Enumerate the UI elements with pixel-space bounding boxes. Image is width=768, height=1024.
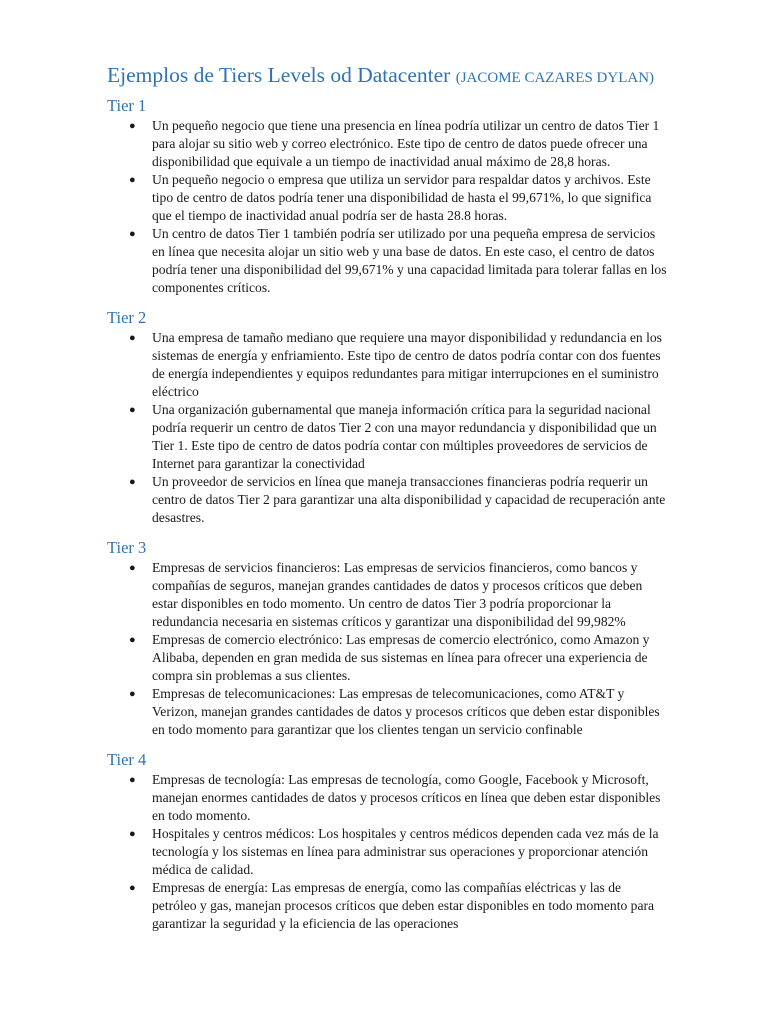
- list-item-text: Un pequeño negocio que tiene una presencia en línea podría utilizar un centro de datos Tier 1 para alojar su sitio web y correo electrónico. Este tipo de centro de datos puede ofrecer una disponibilidad que equivale a un tiempo de inactividad anual máximo de 28,8 horas.: [152, 118, 660, 169]
- bullet-icon: ●: [129, 828, 136, 840]
- bullet-icon: ●: [129, 332, 136, 344]
- list-item-text: Empresas de comercio electrónico: Las empresas de comercio electrónico, como Amazon y Alibaba, dependen en gran medida de sus sistemas en línea para ofrecer una experiencia de compra sin problemas a sus clientes.: [152, 632, 650, 683]
- section-tier-3: [107, 538, 667, 739]
- list-item: [107, 825, 667, 879]
- document-page: [107, 62, 667, 933]
- bullet-list: [107, 771, 667, 933]
- list-item: [107, 329, 667, 401]
- list-item: [107, 879, 667, 933]
- list-item-text: Un pequeño negocio o empresa que utiliza un servidor para respaldar datos y archivos. Este tipo de centro de datos podría tener una disponibilidad de hasta el 99,671%, lo que significa que el tiempo de inactividad anual podría ser de hasta 28.8 horas.: [152, 172, 652, 223]
- bullet-icon: ●: [129, 228, 136, 240]
- list-item: [107, 559, 667, 631]
- list-item: [107, 401, 667, 473]
- list-item: [107, 473, 667, 527]
- section-tier-2: [107, 308, 667, 527]
- bullet-icon: ●: [129, 688, 136, 700]
- document-title: [107, 62, 667, 91]
- bullet-list: [107, 559, 667, 739]
- bullet-icon: ●: [129, 476, 136, 488]
- list-item: [107, 225, 667, 297]
- list-item: [107, 631, 667, 685]
- title-text: Ejemplos de Tiers Levels od Datacenter: [107, 63, 451, 87]
- bullet-icon: ●: [129, 174, 136, 186]
- section-heading: Tier 4: [107, 750, 147, 769]
- list-item: [107, 171, 667, 225]
- author-name: (JACOME CAZARES DYLAN): [455, 70, 655, 86]
- bullet-icon: ●: [129, 882, 136, 894]
- bullet-icon: ●: [129, 634, 136, 646]
- list-item-text: Hospitales y centros médicos: Los hospitales y centros médicos dependen cada vez más de la tecnología y los sistemas en línea para administrar sus operaciones y proporcionar atención médica de calidad.: [152, 826, 659, 877]
- list-item: [107, 771, 667, 825]
- list-item: [107, 117, 667, 171]
- list-item-text: Empresas de tecnología: Las empresas de tecnología, como Google, Facebook y Microsoft, manejan enormes cantidades de datos y procesos críticos en línea que deben estar disponibles en todo momento.: [152, 772, 661, 823]
- bullet-icon: ●: [129, 404, 136, 416]
- list-item-text: Un centro de datos Tier 1 también podría ser utilizado por una pequeña empresa de servicios en línea que necesita alojar un sitio web y una base de datos. En este caso, el centro de datos podría tener una disponibilidad del 99,671% y una capacidad limitada para tolerar fallas en los componentes críticos.: [152, 226, 667, 295]
- list-item-text: Empresas de servicios financieros: Las empresas de servicios financieros, como bancos y compañías de seguros, manejan grandes cantidades de datos y procesos críticos que deben estar disponibles en todo momento. Un centro de datos Tier 3 podría proporcionar la redundancia necesaria en sistemas críticos y garantizar una disponibilidad del 99,982%: [152, 560, 643, 629]
- section-tier-1: [107, 96, 667, 297]
- list-item-text: Un proveedor de servicios en línea que maneja transacciones financieras podría requerir un centro de datos Tier 2 para garantizar una alta disponibilidad y capacidad de recuperación ante desastres.: [152, 474, 666, 525]
- section-tier-4: [107, 750, 667, 933]
- bullet-icon: ●: [129, 562, 136, 574]
- section-heading: Tier 1: [107, 96, 147, 115]
- list-item-text: Empresas de telecomunicaciones: Las empresas de telecomunicaciones, como AT&T y Verizon, manejan grandes cantidades de datos y procesos críticos que deben estar disponibles en todo momento para garantizar que los clientes tengan un servicio confinable: [152, 686, 660, 737]
- section-heading: Tier 3: [107, 538, 147, 557]
- section-heading: Tier 2: [107, 308, 147, 327]
- list-item: [107, 685, 667, 739]
- list-item-text: Una empresa de tamaño mediano que requiere una mayor disponibilidad y redundancia en los sistemas de energía y enfriamiento. Este tipo de centro de datos podría contar con dos fuentes de energía independientes y equipos redundantes para mitigar interrupciones en el suministro eléctrico: [152, 330, 662, 399]
- list-item-text: Una organización gubernamental que maneja información crítica para la seguridad nacional podría requerir un centro de datos Tier 2 con una mayor redundancia y disponibilidad que un Tier 1. Este tipo de centro de datos podría contar con múltiples proveedores de servicios de Internet para garantizar la conectividad: [152, 402, 657, 471]
- bullet-icon: ●: [129, 774, 136, 786]
- bullet-icon: ●: [129, 120, 136, 132]
- list-item-text: Empresas de energía: Las empresas de energía, como las compañías eléctricas y las de petróleo y gas, manejan procesos críticos que deben estar disponibles en todo momento para garantizar la seguridad y la eficiencia de las operaciones: [152, 880, 655, 931]
- bullet-list: [107, 117, 667, 297]
- bullet-list: [107, 329, 667, 527]
